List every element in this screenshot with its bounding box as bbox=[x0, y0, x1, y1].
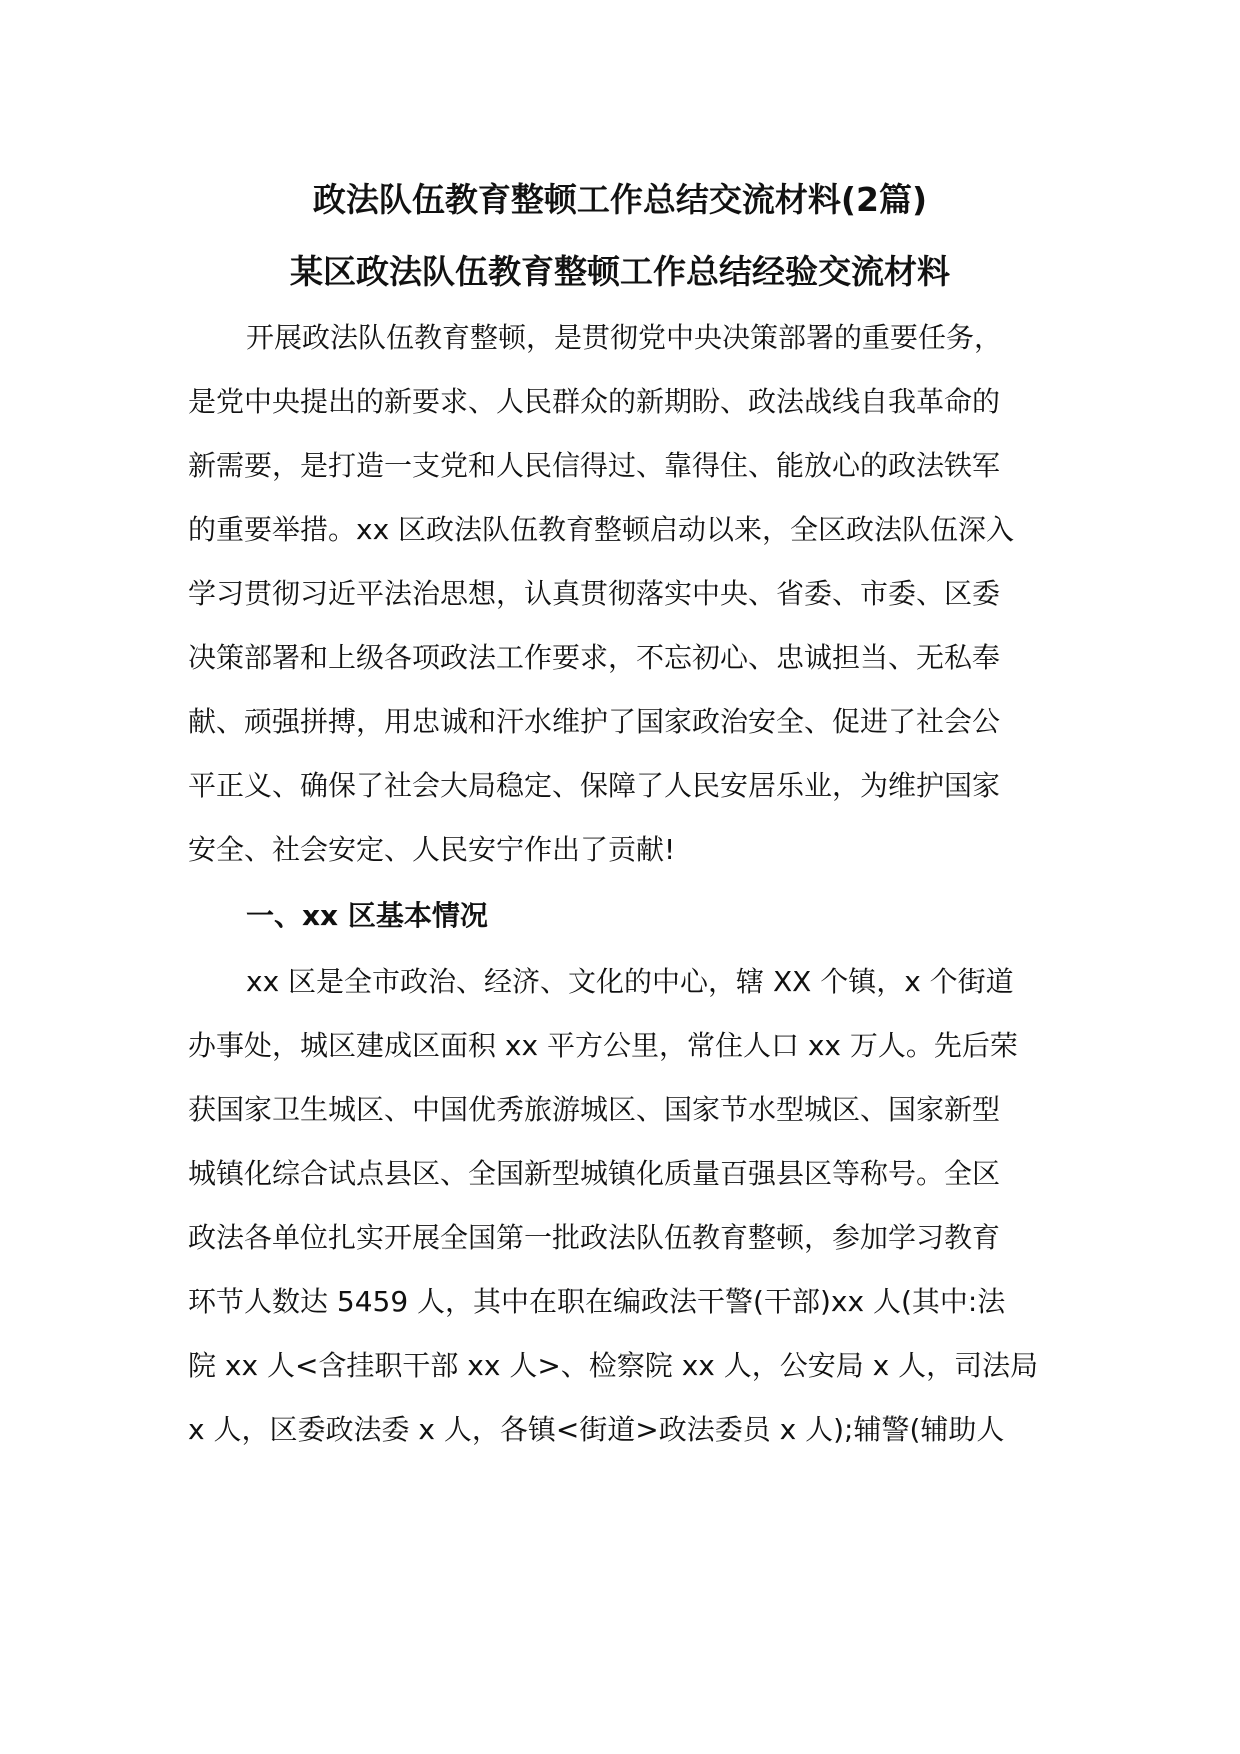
intro-line: 开展政法队伍教育整顿，是贯彻党中央决策部署的重要任务， bbox=[246, 321, 1003, 354]
intro-line: 学习贯彻习近平法治思想，认真贯彻落实中央、省委、市委、区委 bbox=[188, 577, 1001, 610]
section-heading: 一、xx 区基本情况 bbox=[246, 899, 488, 932]
section1-line: 获国家卫生城区、中国优秀旅游城区、国家节水型城区、国家新型 bbox=[188, 1093, 1001, 1126]
section1-line: 城镇化综合试点县区、全国新型城镇化质量百强县区等称号。全区 bbox=[188, 1157, 1001, 1190]
document-subtitle: 某区政法队伍教育整顿工作总结经验交流材料 bbox=[290, 252, 950, 291]
intro-line: 献、顽强拼搏，用忠诚和汗水维护了国家政治安全、促进了社会公 bbox=[188, 705, 1001, 738]
section1-line: 院 xx 人<含挂职干部 xx 人>、检察院 xx 人，公安局 x 人，司法局 bbox=[188, 1349, 1039, 1382]
section1-line: xx 区是全市政治、经济、文化的中心，辖 XX 个镇，x 个街道 bbox=[246, 965, 1014, 998]
intro-line: 安全、社会安定、人民安宁作出了贡献! bbox=[188, 833, 676, 866]
intro-line: 新需要，是打造一支党和人民信得过、靠得住、能放心的政法铁军 bbox=[188, 449, 1001, 482]
intro-line: 是党中央提出的新要求、人民群众的新期盼、政法战线自我革命的 bbox=[188, 385, 1001, 418]
intro-line: 的重要举措。xx 区政法队伍教育整顿启动以来，全区政法队伍深入 bbox=[188, 513, 1015, 546]
section1-line: 环节人数达 5459 人，其中在职在编政法干警(干部)xx 人(其中:法 bbox=[188, 1285, 1006, 1318]
intro-line: 决策部署和上级各项政法工作要求，不忘初心、忠诚担当、无私奉 bbox=[188, 641, 1001, 674]
section1-line: 政法各单位扎实开展全国第一批政法队伍教育整顿，参加学习教育 bbox=[188, 1221, 1001, 1254]
section1-line: x 人，区委政法委 x 人，各镇<街道>政法委员 x 人);辅警(辅助人 bbox=[188, 1413, 1005, 1446]
document-title: 政法队伍教育整顿工作总结交流材料(2篇) bbox=[312, 180, 928, 219]
intro-line: 平正义、确保了社会大局稳定、保障了人民安居乐业，为维护国家 bbox=[188, 769, 1001, 802]
section1-line: 办事处，城区建成区面积 xx 平方公里，常住人口 xx 万人。先后荣 bbox=[188, 1029, 1018, 1062]
